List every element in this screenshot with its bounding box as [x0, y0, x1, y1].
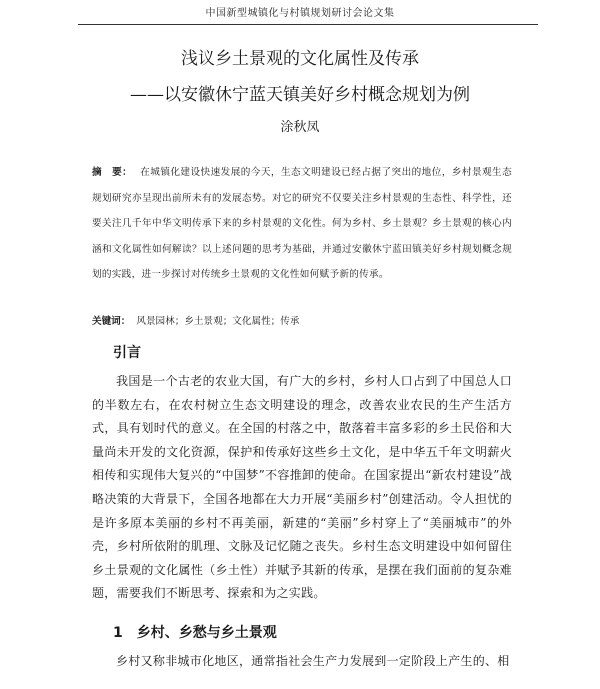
- abstract-text: 在城镇化建设快速发展的今天，生态文明建设已经占据了突出的地位，乡村景观生态规划研究亦呈现出前所未有的发展态势。对它的研究不仅要关注乡村景观的生态性、科学性，还要关注几千年中华文明传承下来的乡村景观的文化性。何为乡村、乡土景观？乡土景观的核心内涵和文化属性如何解读？以上述问题的思考为基础，并通过安徽休宁蓝田镇美好乡村规划概念规划的实践，进一步探讨对传统乡土景观的文化性如何赋予新的传承。: [92, 167, 512, 280]
- abstract: [92, 160, 512, 288]
- section1-heading: 1 乡村、乡愁与乡土景观: [113, 625, 277, 641]
- intro-heading: 引言: [113, 345, 141, 361]
- section1-paragraph: 乡村又称非城市化地区，通常指社会生产力发展到一定阶段上产生的、相: [116, 654, 510, 668]
- abstract-label: 摘 要：: [92, 167, 133, 178]
- paper-title: 浅议乡土景观的文化属性及传承: [181, 49, 419, 69]
- keywords: [92, 314, 512, 330]
- running-header: 中国新型城镇化与村镇规划研讨会论文集: [205, 8, 395, 19]
- intro-paragraph: 我国是一个古老的农业大国，有广大的乡村，乡村人口占到了中国总人口的半数左右，在农村树立生态文明建设的理念，改善农业农民的生产生活方式，具有划时代的意义。在全国的村落之中，散落着丰富多彩的乡土民俗和大量尚未开发的文化资源，保护和传承好这些乡土文化，是中华五千年文明薪火相传和实现伟大复兴的“中国梦”不容推卸的使命。在国家提出“新农村建设”战略决策的大背景下，全国各地都在大力开展“美丽乡村”创建活动。令人担忧的是许多原本美丽的乡村不再美丽，新建的“美丽”乡村穿上了“美丽城市”的外壳，乡村所依附的肌理、文脉及记忆随之丧失。乡村生态文明建设中如何留住乡土景观的文化属性（乡土性）并赋予其新的传承，是摆在我们面前的复杂难题，需要我们不断思考、探索和为之实践。: [92, 374, 512, 601]
- paper-subtitle: ——以安徽休宁蓝天镇美好乡村概念规划为例: [130, 85, 470, 105]
- author-name: 涂秋凤: [280, 120, 320, 135]
- keywords-text: 风景园林；乡土景观；文化属性；传承: [136, 316, 300, 327]
- header-rule: [78, 24, 538, 25]
- keywords-label: 关键词：: [92, 316, 131, 327]
